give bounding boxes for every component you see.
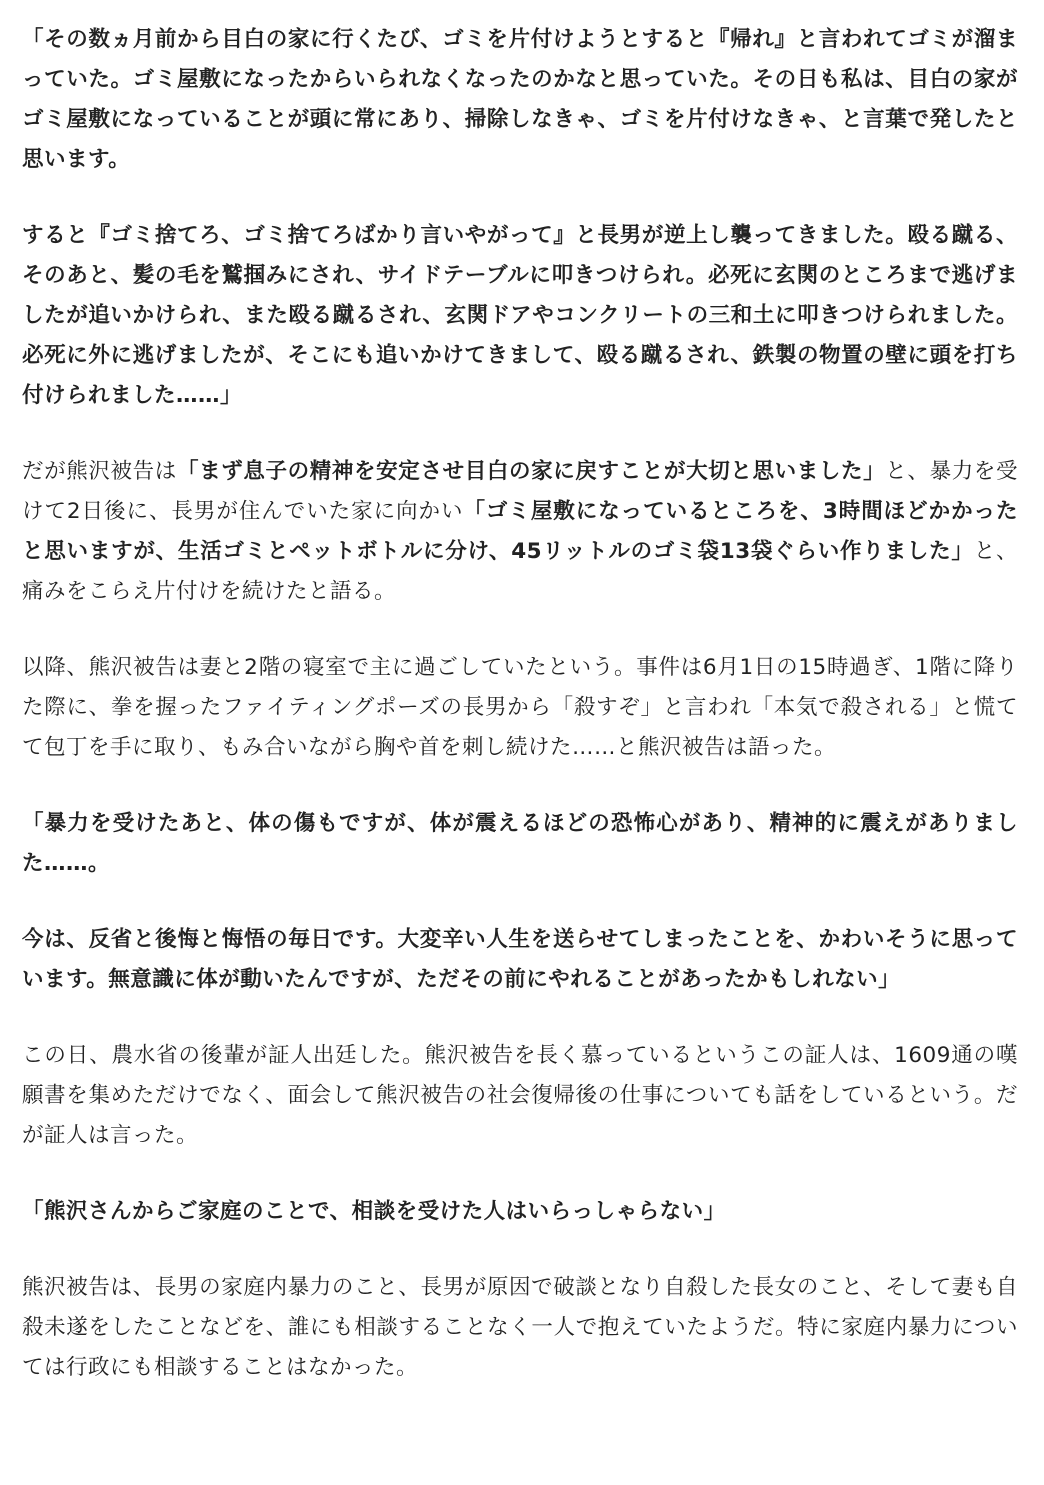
narrative-text: だが熊沢被告は [22, 459, 177, 484]
quote-paragraph-5: 「熊沢さんからご家庭のことで、相談を受けた人はいらっしゃらない」 [22, 1199, 726, 1224]
quote-paragraph-4: 今は、反省と後悔と悔悟の毎日です。大変辛い人生を送らせてしまったことを、かわいそうに思っています。無意識に体が動いたんですが、ただその前にやれることがあったかもしれない」 [22, 927, 1018, 992]
quote-paragraph-3: 「暴力を受けたあと、体の傷もですが、体が震えるほどの恐怖心があり、精神的に震えがありました……。 [22, 811, 1018, 876]
narrative-text: と、暴力を受けて2日後に、長男が住んでいた家に向かい [22, 459, 1018, 524]
quote-paragraph-2: すると『ゴミ捨てろ、ゴミ捨てろばかり言いやがって』と長男が逆上し襲ってきました。殴る蹴る、そのあと、髪の毛を鷲掴みにされ、サイドテーブルに叩きつけられ。必死に玄関のところまで逃げましたが追いかけられ、また殴る蹴るされ、玄関ドアやコンクリートの三和土に叩きつけられました。必死に外に逃げましたが、そこにも追いかけてきまして、殴る蹴るされ、鉄製の物置の壁に頭を打ち付けられました……」 [22, 223, 1018, 408]
narrative-text: と、痛みをこらえ片付けを続けたと語る。 [22, 539, 1018, 604]
narrative-paragraph-3: この日、農水省の後輩が証人出廷した。熊沢被告を長く慕っているというこの証人は、1609通の嘆願書を集めただけでなく、面会して熊沢被告の社会復帰後の仕事についても話をしているという。だが証人は言った。 [22, 1043, 1018, 1148]
narrative-paragraph-1 [22, 452, 1018, 612]
inline-quote: 「ゴミ屋敷になっているところを、3時間ほどかかったと思いますが、生活ゴミとペットボトルに分け、45リットルのゴミ袋13袋ぐらい作りました」 [22, 499, 1018, 564]
inline-quote: 「まず息子の精神を安定させ目白の家に戻すことが大切と思いました」 [176, 459, 886, 484]
quote-paragraph-1: 「その数ヵ月前から目白の家に行くたび、ゴミを片付けようとすると『帰れ』と言われてゴミが溜まっていた。ゴミ屋敷になったからいられなくなったのかなと思っていた。その日も私は、目白の家がゴミ屋敷になっていることが頭に常にあり、掃除しなきゃ、ゴミを片付けなきゃ、と言葉で発したと思います。 [22, 27, 1018, 172]
article-body [22, 20, 1018, 1424]
narrative-paragraph-4: 熊沢被告は、長男の家庭内暴力のこと、長男が原因で破談となり自殺した長女のこと、そして妻も自殺未遂をしたことなどを、誰にも相談することなく一人で抱えていたようだ。特に家庭内暴力については行政にも相談することはなかった。 [22, 1275, 1018, 1380]
narrative-paragraph-2: 以降、熊沢被告は妻と2階の寝室で主に過ごしていたという。事件は6月1日の15時過ぎ、1階に降りた際に、拳を握ったファイティングポーズの長男から「殺すぞ」と言われ「本気で殺される」と慌てて包丁を手に取り、もみ合いながら胸や首を刺し続けた……と熊沢被告は語った。 [22, 655, 1018, 760]
